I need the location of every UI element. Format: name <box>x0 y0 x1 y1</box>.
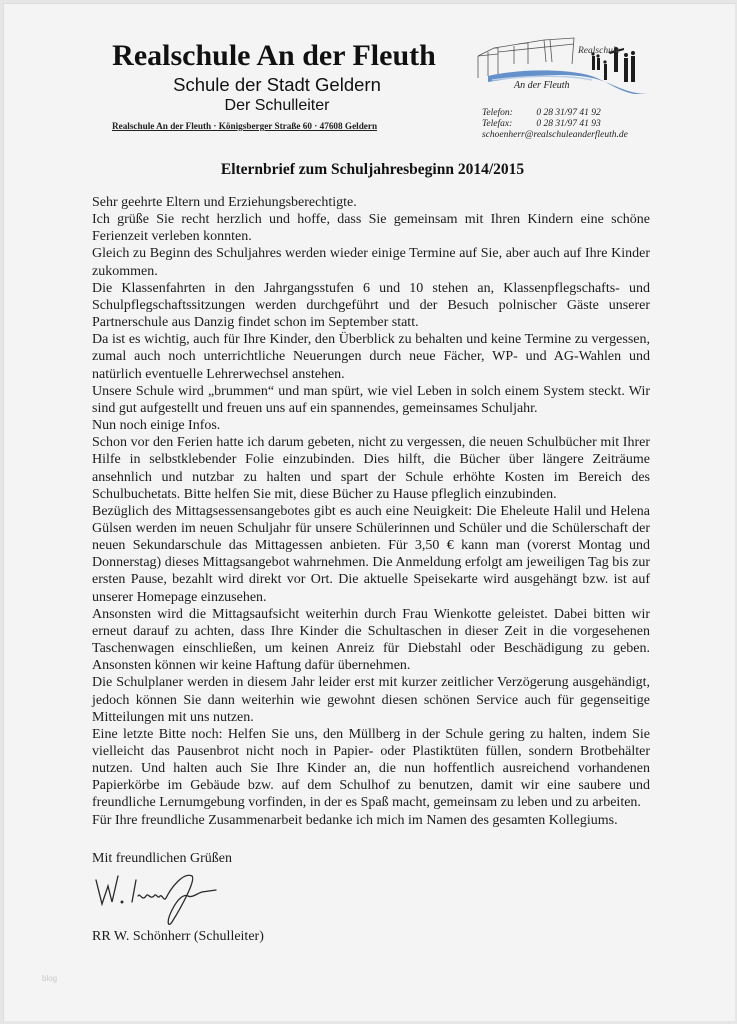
school-subtitle: Schule der Stadt Geldern <box>173 74 381 95</box>
signature-icon <box>92 866 232 928</box>
logo-text-an-der-fleuth: An der Fleuth <box>514 80 570 91</box>
paragraph: Schon vor den Ferien hatte ich darum gebeten, nicht zu vergessen, die neuen Schulbücher mit Ihrer Hilfe in selbstklebender Folie einzubinden. Dies hilft, die Bücher über längere Zeiträume ansehnlich und nutzbar zu halten und spart der Schule erhöhte Kosten im Bereich des Schulbuchetats. Bitte helfen Sie mit, diese Bücher zu Hause pfleglich einzubinden. <box>92 435 650 502</box>
letterhead <box>102 38 452 116</box>
sender-address-line: Realschule An der Fleuth · Königsberger Straße 60 · 47608 Geldern <box>112 121 378 131</box>
paragraph: Da ist es wichtig, auch für Ihre Kinder, den Überblick zu behalten und keine Termine zu vergessen, zumal auch noch unterrichtliche Neuerungen durch neue Fächer, WP- und AG-Wahlen und natürlich eventuelle Lehrerwechsel anstehen. <box>92 332 650 382</box>
paragraph: Eine letzte Bitte noch: Helfen Sie uns, den Müllberg in der Schule gering zu halten, indem Sie vielleicht das Pausenbrot nicht noch in Papier- oder Plastiktüten füllen, sondern Brotbehälter nutzen. Und halten auch Sie Ihre Kinder an, die nun hoffentlich ausreichend vorhandenen Papierkörbe im Gebäude bzw. auf dem Schulhof zu benutzen, damit wir eine saubere und freundliche Lernumgebung vorfinden, in der es Spaß macht, gemeinsam zu leben und zu arbeiten. <box>92 726 650 811</box>
paragraph-salutation: Sehr geehrte Eltern und Erziehungsberechtigte. <box>92 195 357 210</box>
watermark: blog <box>42 974 58 983</box>
fax-row <box>482 119 628 130</box>
school-logo-icon <box>474 34 649 102</box>
fax-label: Telefax: <box>482 119 513 129</box>
contact-block <box>482 108 628 141</box>
paragraph: Ich grüße Sie recht herzlich und hoffe, dass Sie gemeinsam mit Ihren Kindern eine schöne Ferienzeit verleben konnten. <box>92 212 650 245</box>
letter-page <box>3 3 735 1021</box>
letter-body <box>92 194 650 829</box>
school-name: Realschule An der Fleuth <box>112 39 436 72</box>
logo-text-realschule: Realschule <box>578 46 620 56</box>
paragraph-thanks: Für Ihre freundliche Zusammenarbeit bedanke ich mich im Namen des gesamten Kollegiums. <box>92 812 618 828</box>
paragraph: Die Schulplaner werden in diesem Jahr leider erst mit kurzer zeitlicher Verzögerung ausgehändigt, jedoch können Sie dann weiterhin wie gewohnt diesen schönen Service auch für gegenseitige Mitteilungen mit uns nutzen. <box>92 675 650 725</box>
paragraph: Unsere Schule wird „brummen“ und man spürt, wie viel Leben in solch einem System steckt. Wir sind gut aufgestellt und freuen uns auf ein spannendes, gemeinsames Schuljahr. <box>92 383 650 416</box>
phone-number: 0 28 31/97 41 92 <box>536 108 601 118</box>
paragraph: Ansonsten wird die Mittagsaufsicht weiterhin durch Frau Wienkotte geleistet. Dabei bitten wir erneut darauf zu achten, dass Ihre Kinder die Schultaschen in dieser Zeit in die vorgesehenen Taschenwagen einschließen, um keinen Anreiz für Diebstahl oder Beschädigung zu geben. Ansonsten können wir keine Haftung dafür übernehmen. <box>92 606 650 674</box>
paragraph: Nun noch einige Infos. <box>92 418 221 434</box>
phone-label: Telefon: <box>482 108 513 118</box>
paragraph: Gleich zu Beginn des Schuljahres werden wieder einige Termine auf Sie, aber auch auf Ihre Kinder zukommen. <box>92 246 650 279</box>
phone-row <box>482 108 628 119</box>
email-address: schoenherr@realschuleanderfleuth.de <box>482 130 628 140</box>
signer-name: RR W. Schönherr (Schulleiter) <box>92 929 264 944</box>
paragraph: Bezüglich des Mittagsessensangebotes gibt es auch eine Neuigkeit: Die Eheleute Halil und Helena Gülsen werden im neuen Schuljahr für unsere Schülerinnen und Schüler und die Schülerschaft der neuen Sekundarschule das Mittagessen anbieten. Für 3,50 € kann man (vorerst Montag und Donnerstag) dieses Mittagsangebot wahrnehmen. Die Anmeldung erfolgt am jeweiligen Tag bis zur ersten Pause, bezahlt wird direkt vor Ort. Die aktuelle Speisekarte wird ausgehängt bzw. ist auf unserer Homepage einzusehen. <box>92 503 650 605</box>
fax-number: 0 28 31/97 41 93 <box>536 119 601 129</box>
letter-title: Elternbrief zum Schuljahresbeginn 2014/2015 <box>220 161 525 178</box>
school-role: Der Schulleiter <box>224 97 330 114</box>
paragraph: Die Klassenfahrten in den Jahrgangsstufen 6 und 10 stehen an, Klassenpflegschafts- und Schulpflegschaftssitzungen werden durchgeführt und der Besuch polnischer Gäste unserer Partnerschule aus Danzig findet schon im September statt. <box>92 280 650 331</box>
closing-greeting: Mit freundlichen Grüßen <box>92 851 232 866</box>
